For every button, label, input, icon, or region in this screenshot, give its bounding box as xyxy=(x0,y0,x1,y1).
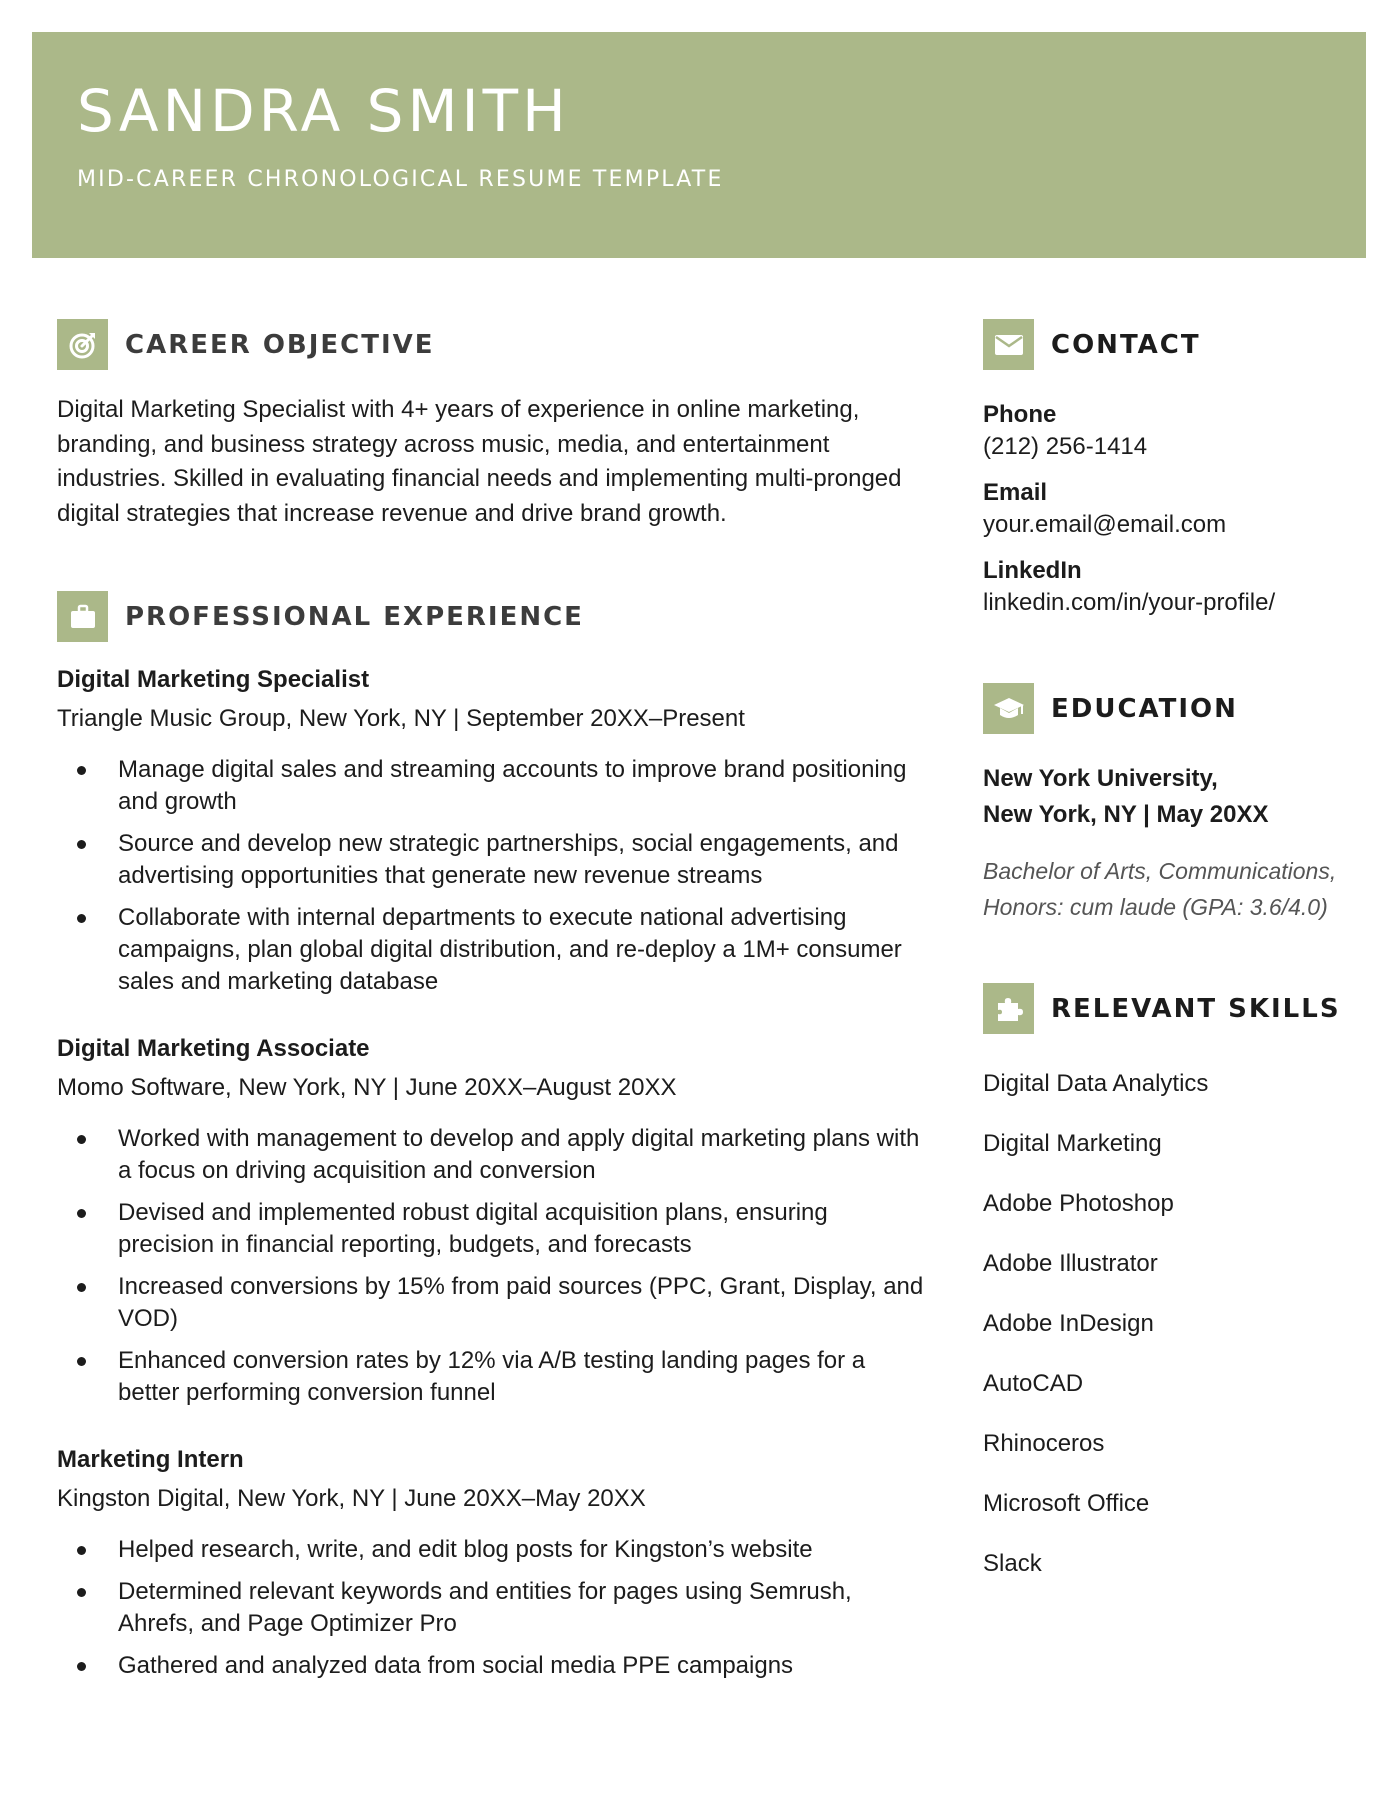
job-entry xyxy=(57,663,927,998)
skill-item: Microsoft Office xyxy=(983,1490,1150,1517)
puzzle-icon xyxy=(983,983,1034,1034)
resume-subtitle: MID-CAREER CHRONOLOGICAL RESUME TEMPLATE xyxy=(77,167,724,192)
email-value: your.email@email.com xyxy=(983,511,1227,538)
skills-list xyxy=(983,1068,1363,1580)
section-title: CAREER OBJECTIVE xyxy=(125,329,435,360)
job-meta: Momo Software, New York, NY | June 20XX–August 20XX xyxy=(57,1074,677,1101)
job-bullet: Collaborate with internal departments to execute national advertising campaigns, plan global digital distribution, and re-deploy a 1M+ consumer sales and marketing database xyxy=(57,902,927,998)
degree: Bachelor of Arts, Communications, xyxy=(983,858,1337,884)
job-bullet: Devised and implemented robust digital acquisition plans, ensuring precision in financial reporting, budgets, and forecasts xyxy=(57,1197,927,1261)
graduation-cap-icon xyxy=(983,683,1034,734)
job-meta: Triangle Music Group, New York, NY | September 20XX–Present xyxy=(57,705,745,732)
skill-item: Slack xyxy=(983,1550,1042,1577)
education-details xyxy=(983,761,1363,925)
skill-item: Adobe InDesign xyxy=(983,1310,1154,1337)
job-bullet: Increased conversions by 15% from paid sources (PPC, Grant, Display, and VOD) xyxy=(57,1271,927,1335)
candidate-name: SANDRA SMITH xyxy=(77,77,570,145)
job-bullets xyxy=(57,1534,927,1682)
phone-label: Phone xyxy=(983,401,1057,428)
relevant-skills-heading xyxy=(983,983,1341,1034)
target-icon xyxy=(57,319,108,370)
job-bullet: Manage digital sales and streaming accounts to improve brand positioning and growth xyxy=(57,754,927,818)
skill-item: AutoCAD xyxy=(983,1370,1084,1397)
experience-list xyxy=(57,663,927,1716)
school-location-date: New York, NY | May 20XX xyxy=(983,801,1269,828)
section-title: CONTACT xyxy=(1051,329,1201,360)
section-title: PROFESSIONAL EXPERIENCE xyxy=(125,601,584,632)
career-objective-text: Digital Marketing Specialist with 4+ years of experience in online marketing, branding, and business strategy across music, media, and entertainment industries. Skilled in evaluating financial needs and implementing multi-pronged digital strategies that increase revenue and drive brand growth. xyxy=(57,396,902,527)
career-objective-heading xyxy=(57,319,435,370)
envelope-icon xyxy=(983,319,1034,370)
linkedin-label: LinkedIn xyxy=(983,557,1082,584)
skill-item: Digital Marketing xyxy=(983,1130,1162,1157)
email-label: Email xyxy=(983,479,1048,506)
school-name: New York University, xyxy=(983,765,1218,792)
section-title: RELEVANT SKILLS xyxy=(1051,993,1341,1024)
contact-details xyxy=(983,399,1363,633)
job-bullet: Gathered and analyzed data from social media PPE campaigns xyxy=(57,1650,927,1682)
job-bullets xyxy=(57,1123,927,1409)
skill-item: Adobe Photoshop xyxy=(983,1190,1174,1217)
contact-heading xyxy=(983,319,1201,370)
skill-item: Adobe Illustrator xyxy=(983,1250,1158,1277)
resume-header xyxy=(32,32,1366,258)
honors: Honors: cum laude (GPA: 3.6/4.0) xyxy=(983,894,1328,920)
job-title: Marketing Intern xyxy=(57,1446,244,1473)
skills-list-container xyxy=(983,1068,1363,1608)
briefcase-icon xyxy=(57,591,108,642)
professional-experience-heading xyxy=(57,591,584,642)
job-bullet: Helped research, write, and edit blog posts for Kingston’s website xyxy=(57,1534,927,1566)
skill-item: Digital Data Analytics xyxy=(983,1070,1209,1097)
phone-value: (212) 256-1414 xyxy=(983,433,1148,460)
section-title: EDUCATION xyxy=(1051,693,1238,724)
job-meta: Kingston Digital, New York, NY | June 20XX–May 20XX xyxy=(57,1485,646,1512)
education-heading xyxy=(983,683,1238,734)
job-bullet: Determined relevant keywords and entities for pages using Semrush, Ahrefs, and Page Optimizer Pro xyxy=(57,1576,927,1640)
job-title: Digital Marketing Associate xyxy=(57,1035,370,1062)
skill-item: Rhinoceros xyxy=(983,1430,1105,1457)
job-entry xyxy=(57,1032,927,1409)
job-bullets xyxy=(57,754,927,998)
job-bullet: Worked with management to develop and apply digital marketing plans with a focus on driving acquisition and conversion xyxy=(57,1123,927,1187)
linkedin-value: linkedin.com/in/your-profile/ xyxy=(983,589,1276,616)
job-entry xyxy=(57,1443,927,1682)
job-title: Digital Marketing Specialist xyxy=(57,666,370,693)
job-bullet: Enhanced conversion rates by 12% via A/B testing landing pages for a better performing conversion funnel xyxy=(57,1345,927,1409)
job-bullet: Source and develop new strategic partnerships, social engagements, and advertising opportunities that generate new revenue streams xyxy=(57,828,927,892)
